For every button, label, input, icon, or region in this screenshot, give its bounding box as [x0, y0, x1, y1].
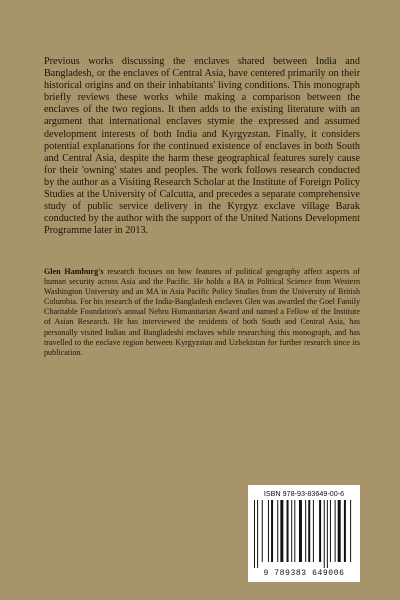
- barcode-bar: [271, 500, 273, 562]
- barcode-bar: [330, 500, 331, 562]
- barcode-bar: [313, 500, 314, 562]
- author-bio-text: research focuses on how features of political geography affect aspects of human security across Asia and the Pacific. He holds a BA in Political Science from Western Washington University and an MA in Asia Pacific Policy Studies from the University of British Columbia. For his research of the India-Bangladesh enclaves Glen was awarded the Goel Family Charitable Foundation's annual Nehru Humanitarian Award and named a Fellow of the Institute of Asian Research. He has interviewed the residents of both South and Central Asia, has personally visited Indian and Bangladeshi enclaves while researching this monograph, and has travelled to the enclave region between Kyrgyzstan and Uzbekistan for further research since its publication.: [44, 267, 360, 357]
- barcode-bar: [335, 500, 336, 562]
- barcode-bar: [344, 500, 346, 562]
- barcode-digits: 9 789383 649006: [263, 569, 345, 578]
- barcode-bar: [327, 500, 328, 568]
- barcode-bar: [287, 500, 289, 562]
- barcode-bar: [262, 500, 263, 562]
- barcode-bar: [277, 500, 278, 562]
- author-bio: [44, 267, 360, 358]
- barcode-bar: [257, 500, 258, 568]
- barcode-bar: [319, 500, 321, 562]
- barcode-bar: [294, 500, 295, 562]
- barcode-bar: [254, 500, 255, 568]
- barcode-bar: [350, 500, 351, 562]
- isbn-barcode: [248, 485, 360, 582]
- isbn-label: ISBN 978-93-83649-00-6: [263, 489, 345, 498]
- barcode-bar: [291, 500, 292, 562]
- barcode-bar: [299, 500, 302, 562]
- abstract-text: Previous works discussing the enclaves shared between India and Bangladesh, or the enclaves of Central Asia, have centered primarily on their historical origins and on their inhabitants' living conditions. This monograph briefly reviews these works while making a comparison between the enclaves of the two regions. It then adds to the existing literature with an argument that international enclaves stymie the expressed and assumed development interests of both India and Kyrgyzstan. Finally, it considers potential explanations for the continued existence of enclaves in both South and Central Asia, despite the harm these geographical features surely cause for their 'owning' states and peoples. The work follows research conducted by the author as a Visiting Research Scholar at the Institute of Foreign Policy Studies at the University of Calcutta, and precedes a separate comprehensive study of public service delivery in the Kyrgyz exclave village Barak conducted by the author with the support of the United Nations Development Programme later in 2013.: [44, 56, 360, 237]
- barcode-bars: [252, 500, 356, 568]
- barcode-bar: [268, 500, 269, 562]
- author-name: Glen Hamburg's: [44, 267, 104, 276]
- barcode-bar: [308, 500, 310, 562]
- barcode-bar: [305, 500, 306, 562]
- barcode-bar: [280, 500, 283, 562]
- barcode-bar: [338, 500, 341, 562]
- barcode-bar: [324, 500, 325, 568]
